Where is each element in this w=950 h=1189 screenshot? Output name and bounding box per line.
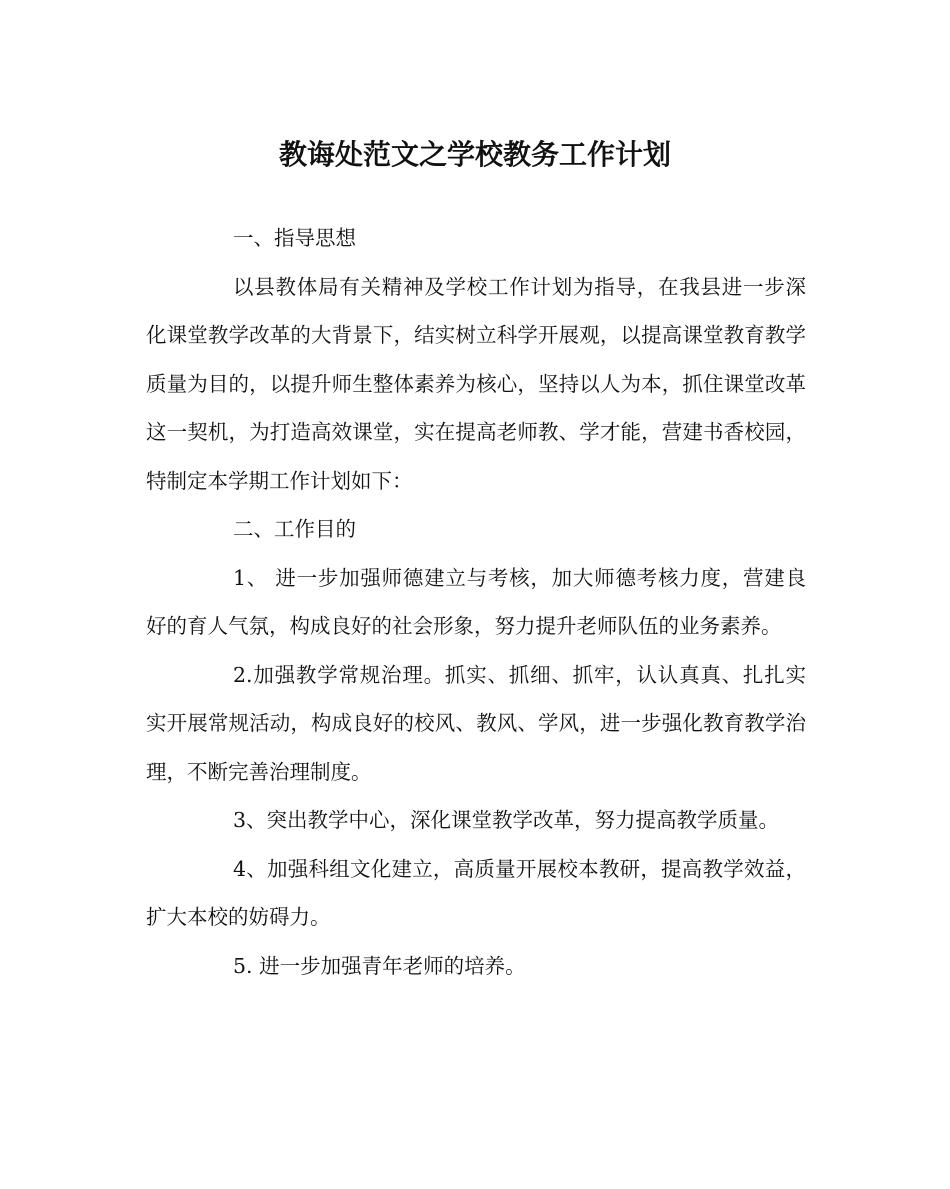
goal-item-4: 4、加强科组文化建立，高质量开展校本教研，提高教学效益，扩大本校的妨碍力。 (146, 856, 806, 929)
document-title: 教诲处范文之学校教务工作计划 (278, 138, 671, 171)
goal-item-5: 5. 进一步加强青年老师的培养。 (233, 953, 526, 978)
goal-item-2: 2.加强教学常规治理。抓实、抓细、抓牢，认认真真、扎扎实实开展常规活动，构成良好的校风、教风、学风，进一步强化教育教学治理，不断完善治理制度。 (146, 662, 806, 784)
section-heading-work-goals: 二、工作目的 (233, 517, 356, 541)
paragraph-guiding-ideology: 以县教体局有关精神及学校工作计划为指导，在我县进一步深化课堂教学改革的大背景下，结实树立科学开展观，以提高课堂教育教学质量为目的，以提升师生整体素养为核心，坚持以人为本，抓住课堂改革这一契机，为打造高效课堂，实在提高老师教、学才能，营建书香校园，特制定本学期工作计划如下： (146, 274, 806, 493)
document-body (146, 214, 806, 990)
goal-item-3: 3、突出教学中心，深化课堂教学改革，努力提高教学质量。 (233, 808, 780, 832)
goal-item-1: 1、 进一步加强师德建立与考核，加大师德考核力度，营建良好的育人气氛，构成良好的社会形象，努力提升老师队伍的业务素养。 (146, 565, 806, 638)
section-heading-guiding-ideology: 一、指导思想 (233, 226, 356, 250)
